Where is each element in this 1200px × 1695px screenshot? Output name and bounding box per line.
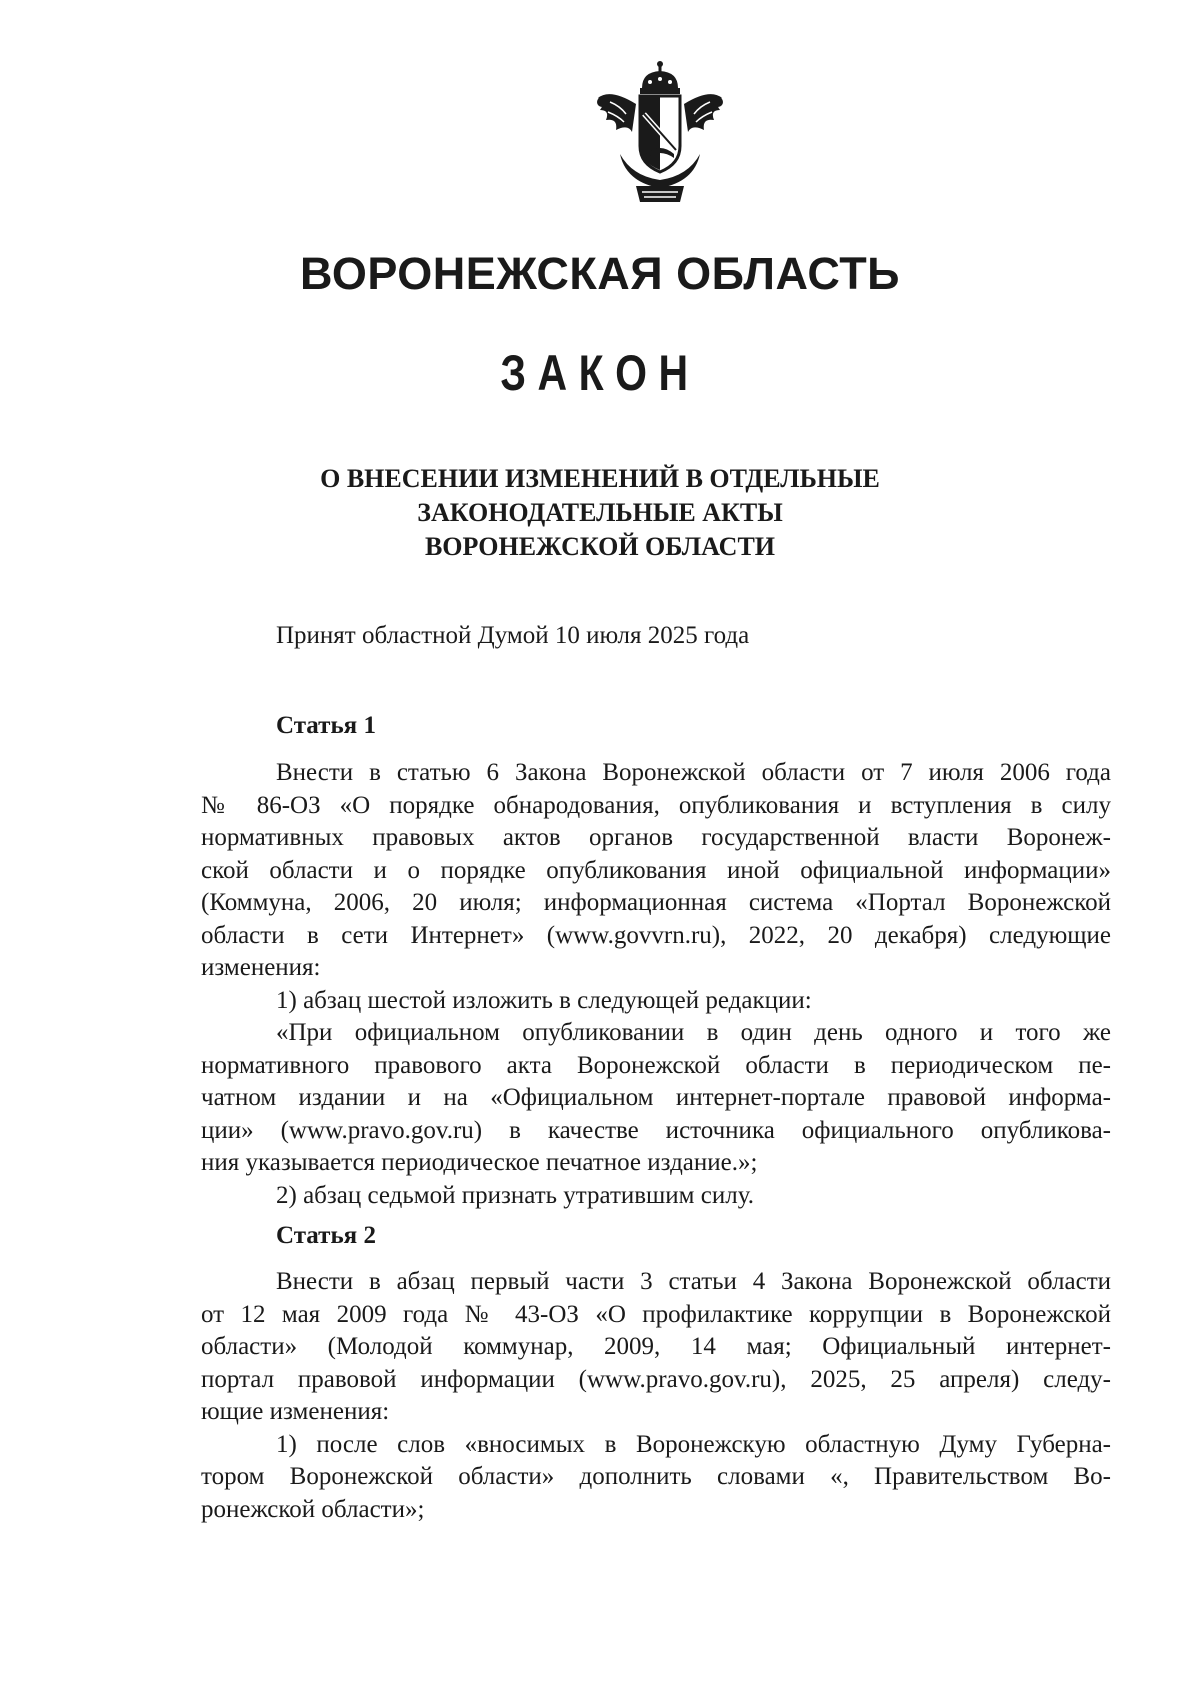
text-line: тором Воронежской области» дополнить словами «, Правительством Во- [201,1463,1111,1490]
text-line: области» (Молодой коммунар, 2009, 14 мая; Официальный интернет- [201,1333,1111,1360]
text-line: 1) абзац шестой изложить в следующей редакции: [276,986,812,1014]
text-line: ния указывается периодическое печатное издание.»; [201,1149,758,1176]
text-line: ронежской области»; [201,1495,425,1523]
text-line: ской области и о порядке опубликования иной официальной информации» [201,856,1111,884]
text-line: изменения: [201,954,321,981]
document-type-title: ЗАКОН [500,345,700,401]
text-line: чатном издании и на «Официальном интернет-портале правовой информа- [201,1084,1111,1111]
text-line: № 86-ОЗ «О порядке обнародования, опубликования и вступления в силу [201,791,1111,819]
article-2-body [201,1266,1111,1526]
text-line: ющие изменения: [201,1398,390,1425]
article-1-heading: Статья 1 [276,712,376,739]
article-1-body [201,757,1111,1212]
law-subject-line: О ВНЕСЕНИИ ИЗМЕНЕНИЙ В ОТДЕЛЬНЫЕ [320,464,880,493]
coat-of-arms-icon [580,58,740,208]
law-subject-line: ВОРОНЕЖСКОЙ ОБЛАСТИ [424,532,776,561]
text-line: от 12 мая 2009 года № 43-ОЗ «О профилактике коррупции в Воронежской [201,1300,1111,1328]
text-line: Внести в статью 6 Закона Воронежской области от 7 июля 2006 года [276,759,1111,786]
text-line: портал правовой информации (www.pravo.gov.ru), 2025, 25 апреля) следу- [201,1365,1111,1393]
text-line: ции» (www.pravo.gov.ru) в качестве источника официального опубликова- [201,1116,1111,1144]
text-line: области в сети Интернет» (www.govvrn.ru), 2022, 20 декабря) следующие [201,921,1111,949]
article-2-heading: Статья 2 [276,1222,376,1249]
text-line: 2) абзац седьмой признать утратившим силу. [276,1181,754,1209]
adoption-note: Принят областной Думой 10 июля 2025 года [276,622,750,649]
law-subject [0,462,1200,564]
region-title: ВОРОНЕЖСКАЯ ОБЛАСТЬ [299,248,901,299]
text-line: «При официальном опубликовании в один день одного и того же [276,1019,1111,1046]
text-line: нормативных правовых актов органов государственной власти Воронеж- [201,824,1111,851]
law-subject-line: ЗАКОНОДАТЕЛЬНЫЕ АКТЫ [417,498,783,527]
text-line: нормативного правового акта Воронежской области в периодическом пе- [201,1051,1111,1079]
text-line: Внести в абзац первый части 3 статьи 4 Закона Воронежской области [276,1268,1111,1295]
text-line: 1) после слов «вносимых в Воронежскую областную Думу Губерна- [276,1430,1111,1458]
text-line: (Коммуна, 2006, 20 июля; информационная система «Портал Воронежской [201,889,1111,916]
